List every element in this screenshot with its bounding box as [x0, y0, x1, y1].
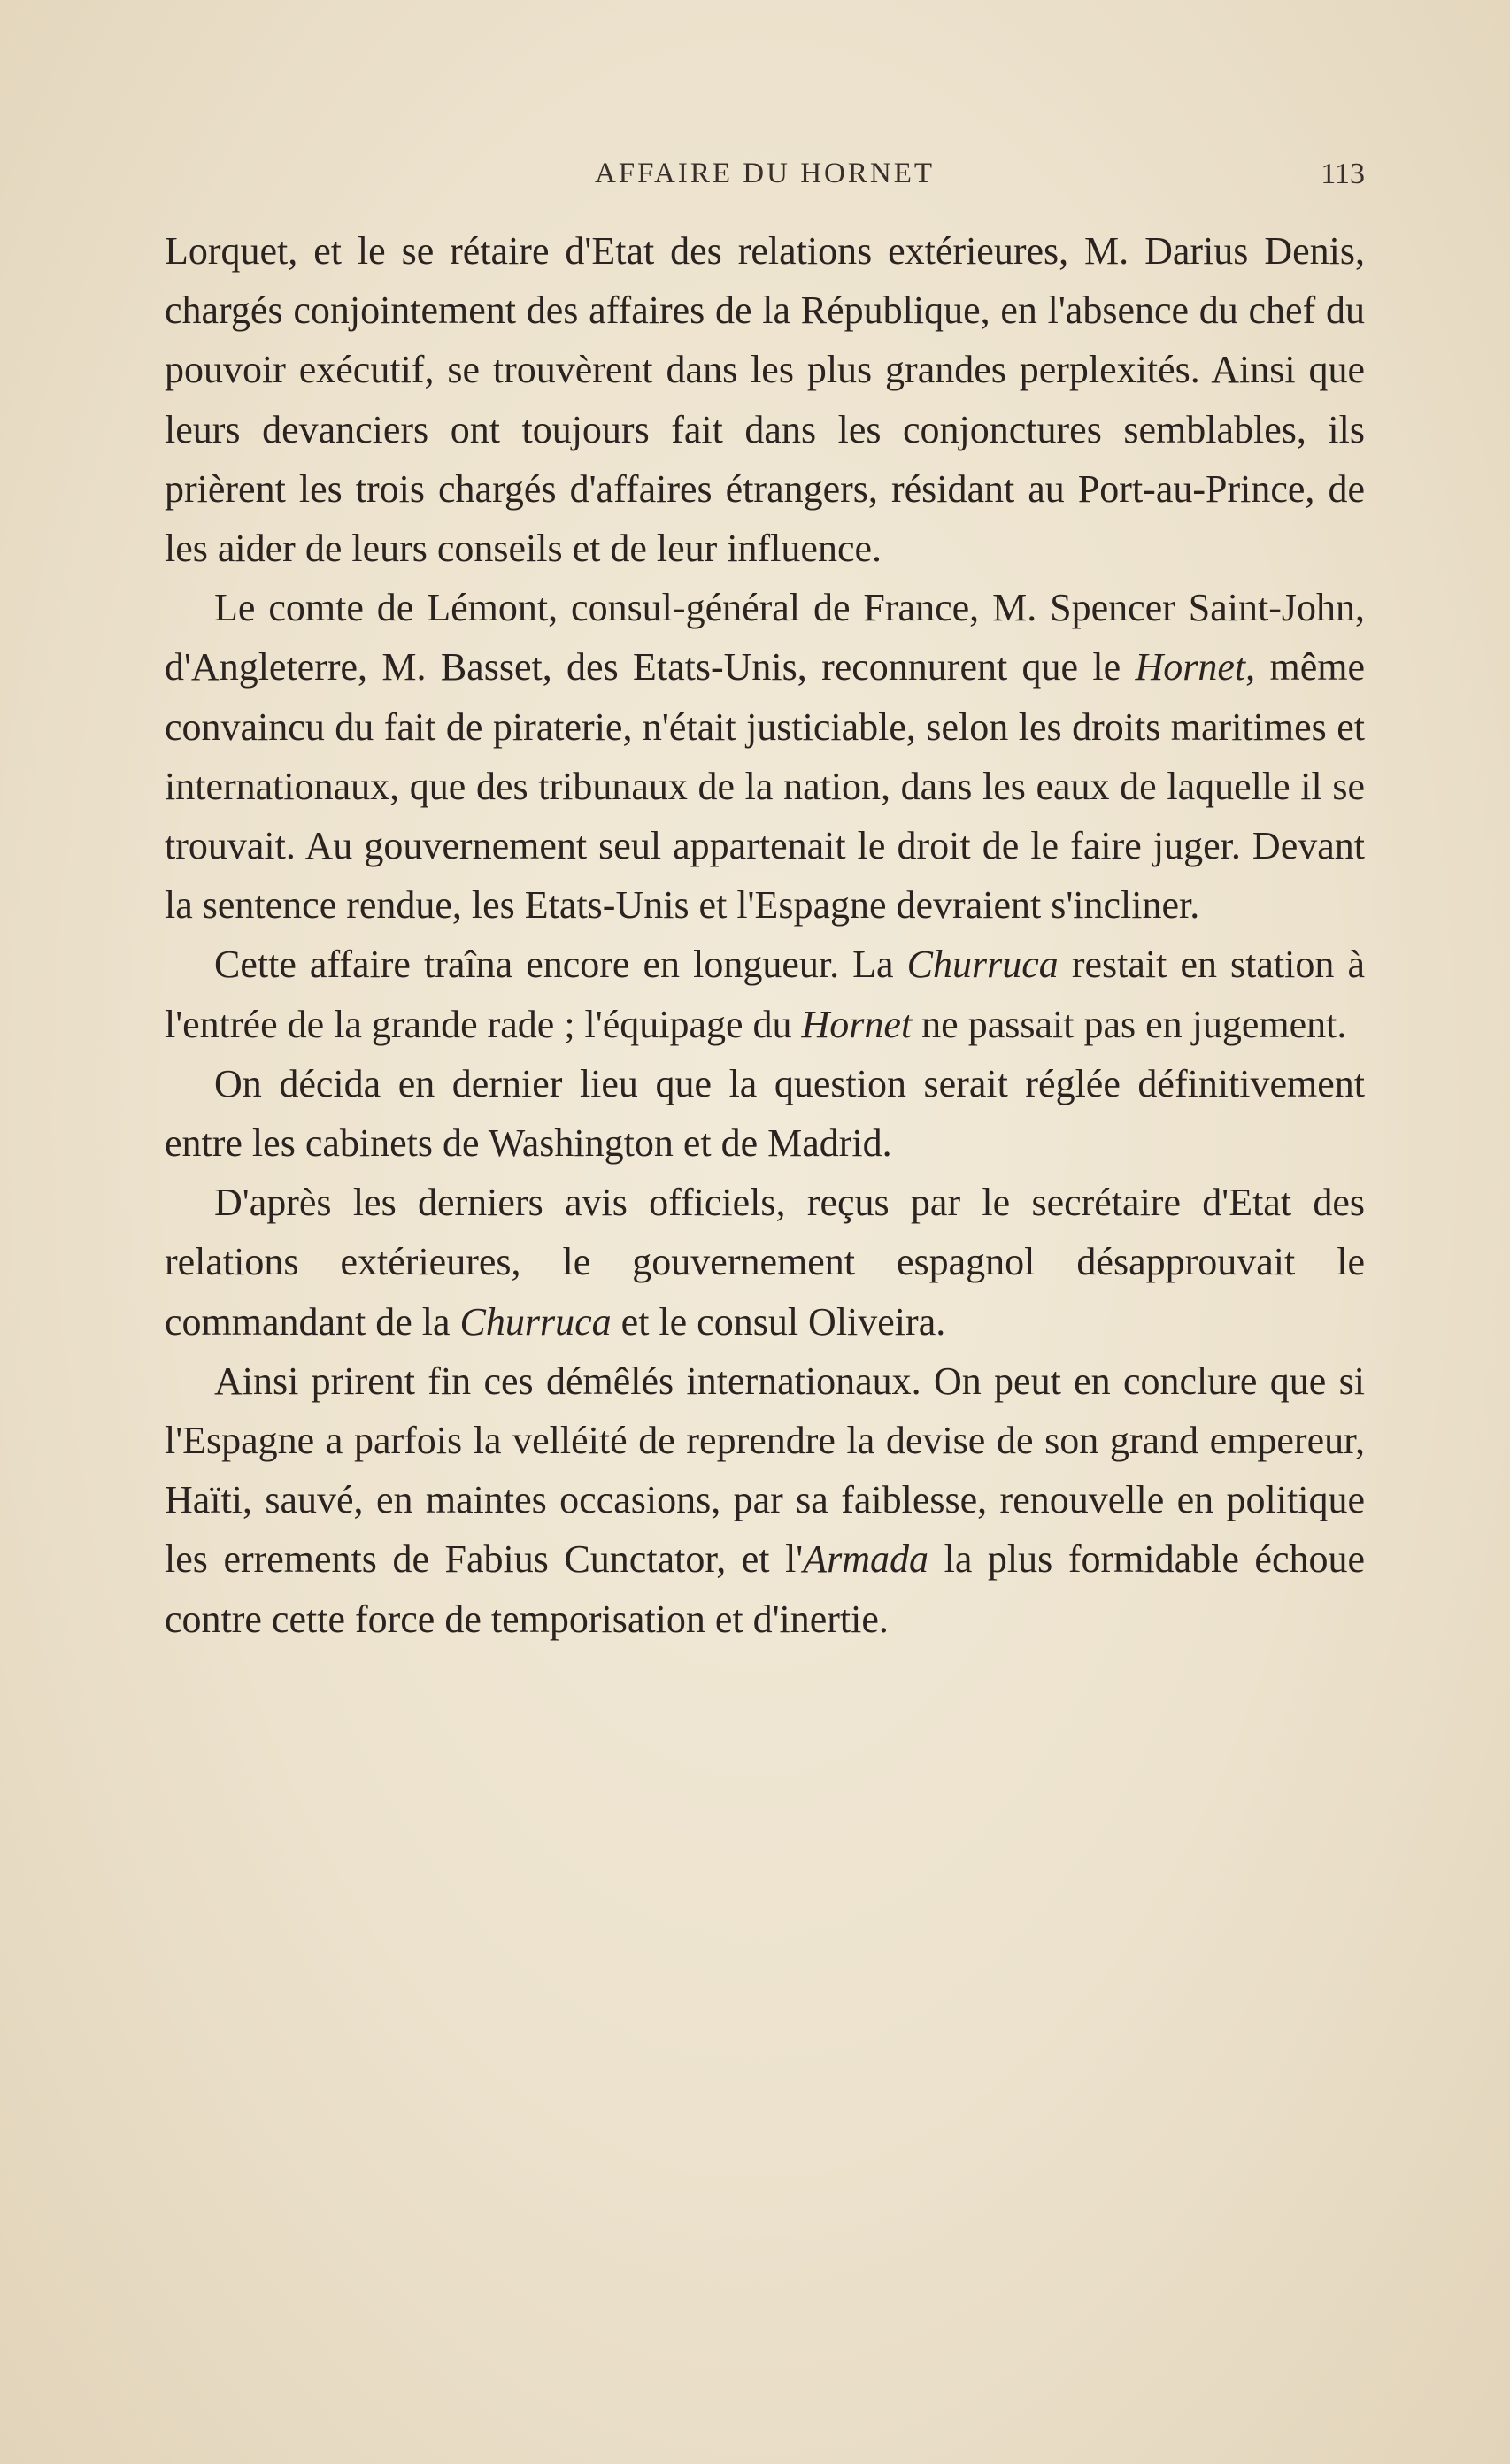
paragraph-2-text-a: Le comte de Lémont, consul-général de France, M. Spencer Saint-John, d'Angleterre, M. Basset, des Etats-Unis, reconnurent que le [165, 586, 1365, 689]
armada-word: Armada [803, 1537, 929, 1582]
paragraph-6 [165, 1351, 1365, 1649]
paragraph-2 [165, 578, 1365, 935]
paragraph-4-text: On décida en dernier lieu que la question serait réglée définitivement entre les cabinets de Washington et de Madrid. [165, 1061, 1365, 1166]
ship-name-churruca: Churruca [906, 943, 1059, 987]
paragraph-2-text-b: , même convaincu du fait de piraterie, n'était justiciable, selon les droits maritimes et internationaux, que des tribunaux de la nation, dans les eaux de laquelle il se trouvait. Au gouvernement seul appartenait le droit de le faire juger. Devant la sentence rendue, les Etats-Unis et l'Espagne devraient s'incliner. [165, 645, 1365, 928]
ship-name-churruca: Churruca [459, 1299, 612, 1344]
paragraph-6-text-b: la plus formidable échoue contre cette force de temporisation et d'inertie. [165, 1537, 1366, 1641]
ship-name-hornet: Hornet [801, 1002, 913, 1046]
page-header [165, 158, 1365, 202]
paragraph-1-text: Lorquet, et le se rétaire d'Etat des relations extérieures, M. Darius Denis, chargés conjointement des affaires de la République, en l'absence du chef du pouvoir exécutif, se trouvèrent dans les plus grandes perplexités. Ainsi que leurs devanciers ont toujours fait dans les conjonctures semblables, ils prièrent les trois chargés d'affaires étrangers, résidant au Port-au-Prince, de les aider de leurs conseils et de leur influence. [165, 229, 1365, 571]
paragraph-5-text-b: et le consul Oliveira. [611, 1299, 946, 1344]
paragraph-5-text-a: D'après les derniers avis officiels, reçus par le secrétaire d'Etat des relations extérieures, le gouvernement espagnol désapprouvait le commandant de la [165, 1181, 1365, 1344]
paragraph-3-text-c: ne passait pas en jugement. [912, 1002, 1347, 1046]
running-title: AFFAIRE DU HORNET [594, 158, 936, 189]
paragraph-3-text-a: Cette affaire traîna encore en longueur. La [214, 943, 907, 987]
paragraph-4 [165, 1054, 1365, 1173]
paragraph-3 [165, 935, 1365, 1053]
paragraph-6-text-a: Ainsi prirent fin ces démêlés internationaux. On peut en conclure que si l'Espagne a parfois la velléité de reprendre la devise de son grand empereur, Haïti, sauvé, en maintes occasions, par sa faiblesse, renouvelle en politique les errements de Fabius Cunctator, et l' [165, 1359, 1365, 1582]
ship-name-hornet: Hornet [1135, 645, 1246, 689]
paragraph-1 [165, 221, 1365, 578]
body-text [165, 221, 1365, 1649]
paragraph-3-text-b: restait en station à l'entrée de la grande rade ; l'équipage du [165, 943, 1365, 1046]
paragraph-5 [165, 1173, 1365, 1351]
page-number: 113 [1321, 158, 1365, 190]
